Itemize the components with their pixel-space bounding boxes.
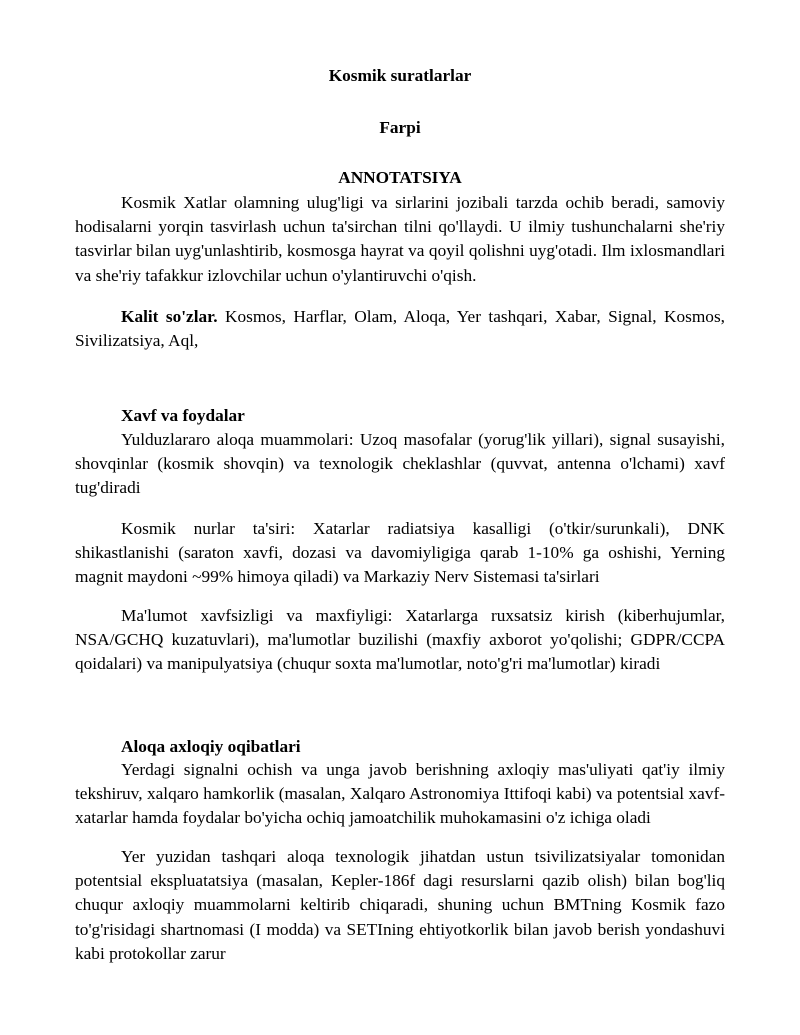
keywords-label: Kalit so'zlar. bbox=[121, 307, 218, 326]
annotation-heading: ANNOTATSIYA bbox=[338, 168, 462, 187]
section1-paragraph-2: Kosmik nurlar ta'siri: Xatarlar radiatsiya kasalligi (o'tkir/surunkali), DNK shikastlanishi (saraton xavfi, dozasi va davomiyligiga qarab 1-10% ga oshishi, Yerning magnit maydoni ~99% himoya qiladi) va Markaziy Nerv Sistemasi ta'sirlari bbox=[75, 519, 725, 587]
annotation-text: Kosmik Xatlar olamning ulug'ligi va sirlarini jozibali tarzda ochib beradi, samoviy hodisalarni yorqin tasvirlash uchun ta'sirchan tilni qo'llaydi. U ilmiy tushunchalarni she'riy tasvirlar bilan uyg'unlashtirib, kosmosga hayrat va qoyil qolishni uyg'otadi. Ilm ixlosmandlari va she'riy tafakkur izlovchilar uchun o'ylantiruvchi o'qish. bbox=[75, 193, 725, 285]
section-heading-ethics: Aloqa axloqiy oqibatlari bbox=[121, 737, 301, 756]
section2-paragraph-1: Yerdagi signalni ochish va unga javob berishning axloqiy mas'uliyati qat'iy ilmiy tekshiruv, xalqaro hamkorlik (masalan, Xalqaro Astronomiya Ittifoqi kabi) va potentsial xavf-xatarlar hamda foydalar bo'yicha ochiq jamoatchilik muhokamasini o'z ichiga oladi bbox=[75, 760, 725, 828]
document-title: Kosmik suratlarlar bbox=[328, 66, 472, 85]
keywords-paragraph bbox=[75, 305, 725, 353]
section1-paragraph-3: Ma'lumot xavfsizligi va maxfiyligi: Xatarlarga ruxsatsiz kirish (kiberhujumlar, NSA/GCHQ kuzatuvlari), ma'lumotlar buzilishi (maxfiy axborot yo'qolishi; GDPR/CCPA qoidalari) va manipulyatsiya (chuqur soxta ma'lumotlar, noto'g'ri ma'lumotlar) kiradi bbox=[75, 606, 725, 674]
section-heading-risks: Xavf va foydalar bbox=[121, 406, 245, 425]
section2-paragraph-2: Yer yuzidan tashqari aloqa texnologik jihatdan ustun tsivilizatsiyalar tomonidan potentsial ekspluatatsiya (masalan, Kepler-186f dagi resurslarni qazib olish) bilan bog'liq chuqur axloqiy muammolarni keltirib chiqaradi, shuning uchun BMTning Kosmik fazo to'g'risidagi shartnomasi (I modda) va SETIning ehtiyotkorlik bilan javob berish yondashuvi kabi protokollar zarur bbox=[75, 847, 725, 963]
keywords-text: Kosmos, Harflar, Olam, Aloqa, Yer tashqari, Xabar, Signal, Kosmos, Sivilizatsiya, Aql, bbox=[75, 307, 725, 351]
section1-paragraph-1: Yulduzlararo aloqa muammolari: Uzoq masofalar (yorug'lik yillari), signal susayishi, shovqinlar (kosmik shovqin) va texnologik cheklashlar (quvvat, antenna o'lchami) xavf tug'diradi bbox=[75, 430, 725, 498]
document-author: Farpi bbox=[379, 118, 421, 137]
